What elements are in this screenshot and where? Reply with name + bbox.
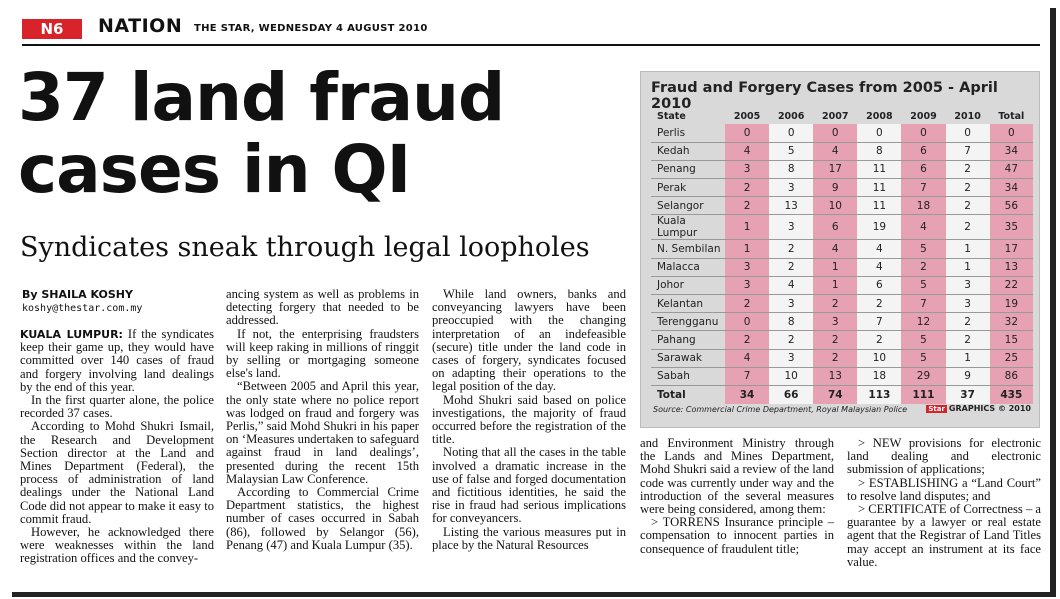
total-label: Total (657, 388, 686, 401)
value-cell: 6 (857, 276, 901, 294)
value-cell: 7 (857, 313, 901, 331)
table-header-row (651, 108, 1033, 124)
value-cell: 1 (946, 349, 990, 367)
paragraph: > ESTABLISHING a “Land Court” to resolve land disputes; and (847, 475, 1041, 503)
headline-line2: cases in QI (18, 131, 411, 208)
value-cell: 15 (990, 331, 1033, 349)
total-cell: 66 (769, 385, 813, 403)
value-cell: 2 (813, 331, 857, 349)
total-cell: 34 (725, 385, 769, 403)
value-cell: 0 (769, 124, 813, 142)
value-cell: 34 (990, 179, 1033, 197)
paragraph: > TORRENS Insurance principle – compensation to innocent parties in consequence of fraudulent title; (640, 515, 834, 556)
graphic-title: Fraud and Forgery Cases from 2005 - April 2010 (651, 80, 998, 112)
value-cell: 4 (857, 258, 901, 276)
column-header: 2009 (910, 110, 937, 122)
table-row (651, 331, 1033, 349)
value-cell: 2 (946, 331, 990, 349)
value-cell: 3 (813, 313, 857, 331)
value-cell: 5 (901, 349, 945, 367)
value-cell: 32 (990, 313, 1033, 331)
value-cell: 11 (857, 197, 901, 215)
state-cell: Kelantan (651, 295, 725, 313)
column-header: 2010 (954, 110, 981, 122)
column-header: 2005 (733, 110, 761, 122)
article-column-2 (226, 288, 419, 552)
value-cell: 19 (990, 295, 1033, 313)
value-cell: 2 (946, 313, 990, 331)
value-cell: 6 (901, 160, 945, 178)
paragraph: > CERTIFICATE of Correctness – a guarantee by a lawyer or real estate agent that the Registrar of Land Titles may accept an instrument at its face value. (847, 502, 1041, 569)
state-cell: N. Sembilan (651, 240, 725, 258)
value-cell: 13 (813, 367, 857, 385)
state-cell: Pahang (651, 331, 725, 349)
state-cell: Malacca (651, 258, 725, 276)
value-cell: 18 (901, 197, 945, 215)
value-cell: 86 (990, 367, 1033, 385)
value-cell: 10 (857, 349, 901, 367)
value-cell: 0 (857, 124, 901, 142)
value-cell: 18 (857, 367, 901, 385)
paragraph: According to Mohd Shukri Ismail, the Research and Development Section director at the Land and Mines Department (Federal), the process of administration of land dealings under the National Land Code did not appear to make it easy to commit fraud. (20, 419, 214, 526)
state-cell: Kuala Lumpur (651, 215, 725, 240)
column-header: 2007 (822, 110, 849, 122)
paragraph: “Between 2005 and April this year, the only state where no police report was lodged on fraud and forgery was Perlis,” said Mohd Shukri in his paper on ‘Measures undertaken to safeguard against fraud in land dealings’, presented during the recent 15th Malaysian Law Conference. (226, 379, 419, 486)
value-cell: 2 (725, 295, 769, 313)
value-cell: 35 (990, 215, 1033, 240)
value-cell: 1 (725, 240, 769, 258)
value-cell: 7 (901, 295, 945, 313)
value-cell: 3 (725, 258, 769, 276)
value-cell: 6 (813, 215, 857, 240)
value-cell: 6 (901, 142, 945, 160)
value-cell: 10 (813, 197, 857, 215)
state-cell: Perak (651, 179, 725, 197)
column-header: State (657, 110, 686, 122)
value-cell: 3 (769, 349, 813, 367)
article-column-1 (20, 328, 214, 566)
paragraph: However, he acknowledged there were weaknesses within the land registration offices and the convey- (20, 525, 214, 566)
value-cell: 34 (990, 142, 1033, 160)
state-cell: Perlis (651, 124, 725, 142)
value-cell: 0 (725, 124, 769, 142)
graphic-credit: Star GRAPHICS © 2010 (928, 404, 1031, 413)
article-column-4 (640, 437, 834, 556)
paragraph: Listing the various measures put in place by the Natural Resources (432, 524, 626, 552)
fraud-table-graphic (640, 71, 1040, 428)
value-cell: 2 (813, 295, 857, 313)
fraud-table (651, 108, 1033, 404)
value-cell: 4 (813, 240, 857, 258)
value-cell: 7 (901, 179, 945, 197)
paragraph: According to Commercial Crime Department statistics, the highest number of cases occurred in Sabah (86), followed by Selangor (56), Penang (47) and Kuala Lumpur (35). (226, 485, 419, 552)
header-rule (22, 44, 1040, 46)
graphic-source: Source: Commercial Crime Department, Royal Malaysian Police (653, 405, 908, 414)
value-cell: 1 (946, 258, 990, 276)
value-cell: 12 (901, 313, 945, 331)
value-cell: 3 (769, 179, 813, 197)
value-cell: 2 (946, 215, 990, 240)
value-cell: 2 (946, 197, 990, 215)
paragraph: Mohd Shukri said based on police investigations, the majority of fraud occurred before the registration of the title. (432, 392, 626, 447)
article-column-5 (847, 437, 1041, 569)
state-cell: Kedah (651, 142, 725, 160)
state-cell: Sabah (651, 367, 725, 385)
value-cell: 17 (813, 160, 857, 178)
paragraph: and Environment Ministry through the Lands and Mines Department, Mohd Shukri said a review of the land code was currently under way and the introduction of the several measures were being considered, among them: (640, 436, 834, 517)
value-cell: 3 (725, 160, 769, 178)
value-cell: 2 (769, 331, 813, 349)
state-cell: Penang (651, 160, 725, 178)
total-cell: 74 (813, 385, 857, 403)
table-row (651, 276, 1033, 294)
paragraph: If not, the enterprising fraudsters will keep raking in millions of ringgit by selling or mortgaging someone else's land. (226, 326, 419, 381)
value-cell: 2 (813, 349, 857, 367)
value-cell: 56 (990, 197, 1033, 215)
value-cell: 8 (769, 313, 813, 331)
value-cell: 4 (725, 349, 769, 367)
headline (18, 59, 618, 208)
table-row (651, 160, 1033, 178)
star-logo: Star (928, 405, 945, 413)
column-header: Total (998, 110, 1025, 122)
value-cell: 11 (857, 160, 901, 178)
state-cell: Terengganu (651, 313, 725, 331)
value-cell: 1 (813, 258, 857, 276)
value-cell: 5 (901, 331, 945, 349)
value-cell: 2 (725, 197, 769, 215)
value-cell: 9 (813, 179, 857, 197)
value-cell: 0 (990, 124, 1033, 142)
table-row (651, 258, 1033, 276)
state-cell: Johor (651, 276, 725, 294)
value-cell: 4 (857, 240, 901, 258)
total-cell: 435 (990, 385, 1033, 403)
state-cell: Sarawak (651, 349, 725, 367)
value-cell: 0 (725, 313, 769, 331)
table-row (651, 240, 1033, 258)
value-cell: 13 (769, 197, 813, 215)
column-header: 2006 (777, 110, 805, 122)
value-cell: 5 (901, 240, 945, 258)
paragraph: ancing system as well as problems in detecting forgery that needed to be addressed. (226, 287, 419, 328)
subheadline: Syndicates sneak through legal loopholes (20, 232, 590, 263)
dateline-lead: KUALA LUMPUR: (20, 328, 123, 341)
value-cell: 25 (990, 349, 1033, 367)
value-cell: 4 (901, 215, 945, 240)
value-cell: 1 (725, 215, 769, 240)
value-cell: 1 (946, 240, 990, 258)
value-cell: 17 (990, 240, 1033, 258)
table-row (651, 142, 1033, 160)
value-cell: 2 (946, 179, 990, 197)
value-cell: 4 (769, 276, 813, 294)
value-cell: 2 (946, 160, 990, 178)
value-cell: 5 (901, 276, 945, 294)
paragraph: > NEW provisions for electronic land dealing and electronic submission of applications; (847, 436, 1041, 477)
value-cell: 0 (946, 124, 990, 142)
value-cell: 0 (813, 124, 857, 142)
article-column-3 (432, 288, 626, 552)
value-cell: 3 (946, 276, 990, 294)
column-header: 2008 (866, 110, 893, 122)
value-cell: 2 (769, 258, 813, 276)
value-cell: 13 (990, 258, 1033, 276)
byline: By SHAILA KOSHY (22, 288, 133, 301)
value-cell: 2 (725, 331, 769, 349)
section-name: NATION (98, 15, 183, 37)
paragraph: In the first quarter alone, the police recorded 37 cases. (20, 393, 214, 421)
table-row (651, 313, 1033, 331)
value-cell: 2 (857, 295, 901, 313)
value-cell: 8 (769, 160, 813, 178)
value-cell: 3 (725, 276, 769, 294)
value-cell: 4 (725, 142, 769, 160)
value-cell: 2 (769, 240, 813, 258)
table-row (651, 295, 1033, 313)
page-number: N6 (22, 19, 82, 39)
value-cell: 22 (990, 276, 1033, 294)
state-cell: Selangor (651, 197, 725, 215)
table-row (651, 124, 1033, 142)
table-row (651, 215, 1033, 240)
value-cell: 2 (901, 258, 945, 276)
value-cell: 3 (769, 215, 813, 240)
value-cell: 11 (857, 179, 901, 197)
author-email: koshy@thestar.com.my (22, 303, 143, 314)
total-cell: 113 (857, 385, 901, 403)
value-cell: 3 (946, 295, 990, 313)
value-cell: 2 (857, 331, 901, 349)
total-cell: 37 (946, 385, 990, 403)
paragraph: Noting that all the cases in the table involved a dramatic increase in the use of false and forged documentation and fictitious identities, he said the rise in fraud had serious implications for conveyancers. (432, 445, 626, 526)
value-cell: 4 (813, 142, 857, 160)
value-cell: 2 (725, 179, 769, 197)
value-cell: 7 (946, 142, 990, 160)
table-row (651, 197, 1033, 215)
value-cell: 8 (857, 142, 901, 160)
value-cell: 1 (813, 276, 857, 294)
value-cell: 9 (946, 367, 990, 385)
value-cell: 47 (990, 160, 1033, 178)
table-row (651, 367, 1033, 385)
dateline: THE STAR, WEDNESDAY 4 AUGUST 2010 (194, 23, 428, 34)
page-shadow-right (1050, 8, 1056, 594)
value-cell: 3 (769, 295, 813, 313)
paragraph: KUALA LUMPUR: If the syndicates keep their game up, they would have committed over 140 cases of fraud and forgery involving land dealings by the end of this year. (20, 327, 214, 394)
value-cell: 29 (901, 367, 945, 385)
value-cell: 0 (901, 124, 945, 142)
value-cell: 19 (857, 215, 901, 240)
value-cell: 7 (725, 367, 769, 385)
headline-line1: 37 land fraud (18, 59, 505, 136)
total-cell: 111 (901, 385, 945, 403)
value-cell: 5 (769, 142, 813, 160)
total-row (651, 385, 1033, 403)
paragraph: While land owners, banks and conveyancing lawyers have been preoccupied with the changing interpretation of an indefeasible (secure) title under the land code in cases of forgery, syndicates focused on adapting their operations to the legal position of the day. (432, 287, 626, 394)
page-shadow-bottom (12, 592, 1056, 597)
table-row (651, 179, 1033, 197)
table-row (651, 349, 1033, 367)
value-cell: 10 (769, 367, 813, 385)
